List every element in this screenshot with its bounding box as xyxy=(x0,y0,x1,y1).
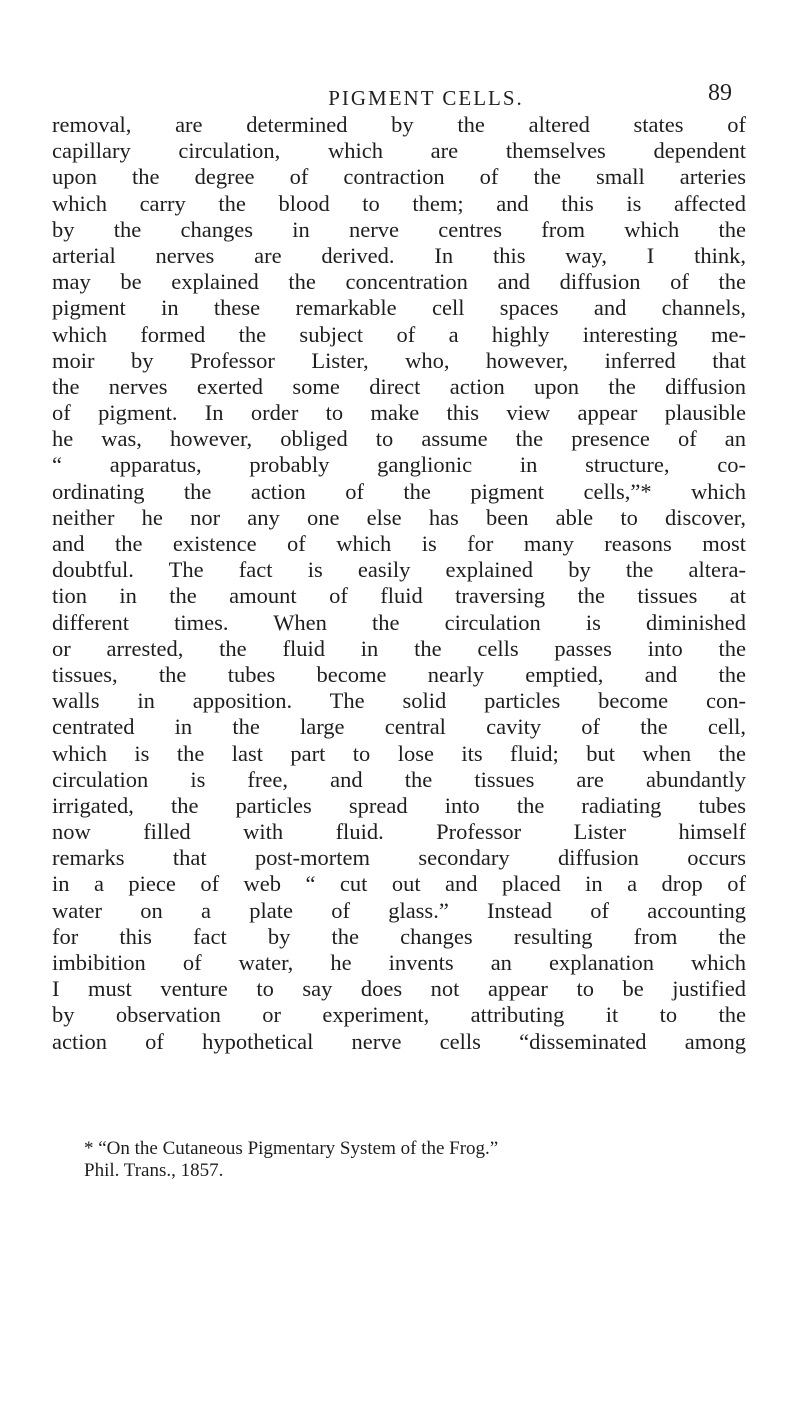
text-line: by the changes in nerve centres from which the xyxy=(52,216,746,242)
text-line: which carry the blood to them; and this is affected xyxy=(52,190,746,216)
text-line: imbibition of water, he invents an explanation which xyxy=(52,950,746,975)
text-line: tion in the amount of fluid traversing the tissues at xyxy=(52,583,746,609)
footnote-line: * “On the Cutaneous Pigmentary System of the Frog.” xyxy=(84,1138,499,1159)
text-line: centrated in the large central cavity of the cell, xyxy=(52,714,746,740)
text-line: and the existence of which is for many reasons most xyxy=(52,531,746,556)
footnote-line: Phil. Trans., 1857. xyxy=(84,1160,224,1181)
footnote xyxy=(84,1138,746,1182)
text-line: of pigment. In order to make this view appear plausible xyxy=(52,400,746,426)
text-line: doubtful. The fact is easily explained by the altera- xyxy=(52,557,746,583)
text-line: may be explained the concentration and diffusion of the xyxy=(52,269,746,295)
page-number: 89 xyxy=(708,80,732,106)
text-line: now filled with fluid. Professor Lister himself xyxy=(52,819,746,845)
text-line: which formed the subject of a highly interesting me- xyxy=(52,321,746,347)
text-line: the nerves exerted some direct action upon the diffusion xyxy=(52,373,746,399)
text-line: moir by Professor Lister, who, however, inferred that xyxy=(52,347,746,373)
text-line: neither he nor any one else has been able to discover, xyxy=(52,504,746,530)
text-line: removal, are determined by the altered states of xyxy=(52,112,746,137)
text-line: or arrested, the fluid in the cells passes into the xyxy=(52,635,746,661)
text-line: tissues, the tubes become nearly emptied, and the xyxy=(52,661,746,687)
body-paragraph xyxy=(52,112,746,1055)
text-line: by observation or experiment, attributing it to the xyxy=(52,1002,746,1028)
running-title: PIGMENT CELLS. xyxy=(328,86,524,110)
text-line: in a piece of web “ cut out and placed in a drop of xyxy=(52,871,746,897)
text-line: he was, however, obliged to assume the presence of an xyxy=(52,426,746,452)
text-line: arterial nerves are derived. In this way, I think, xyxy=(52,242,746,268)
text-line: for this fact by the changes resulting from the xyxy=(52,923,746,949)
text-line: different times. When the circulation is diminished xyxy=(52,609,746,635)
text-line: which is the last part to lose its fluid; but when the xyxy=(52,740,746,766)
text-line: ordinating the action of the pigment cells,”* which xyxy=(52,478,746,504)
text-line: irrigated, the particles spread into the radiating tubes xyxy=(52,792,746,818)
text-line: upon the degree of contraction of the small arteries xyxy=(52,164,746,190)
text-line: action of hypothetical nerve cells “disseminated among xyxy=(52,1028,746,1054)
text-line: water on a plate of glass.” Instead of accounting xyxy=(52,897,746,923)
text-line: pigment in these remarkable cell spaces and channels, xyxy=(52,295,746,321)
text-line: remarks that post-mortem secondary diffusion occurs xyxy=(52,845,746,871)
text-line: “ apparatus, probably ganglionic in structure, co- xyxy=(52,452,746,478)
text-line: walls in apposition. The solid particles become con- xyxy=(52,688,746,714)
text-line: I must venture to say does not appear to be justified xyxy=(52,976,746,1002)
text-line: capillary circulation, which are themselves dependent xyxy=(52,138,746,164)
text-line: circulation is free, and the tissues are abundantly xyxy=(52,766,746,792)
